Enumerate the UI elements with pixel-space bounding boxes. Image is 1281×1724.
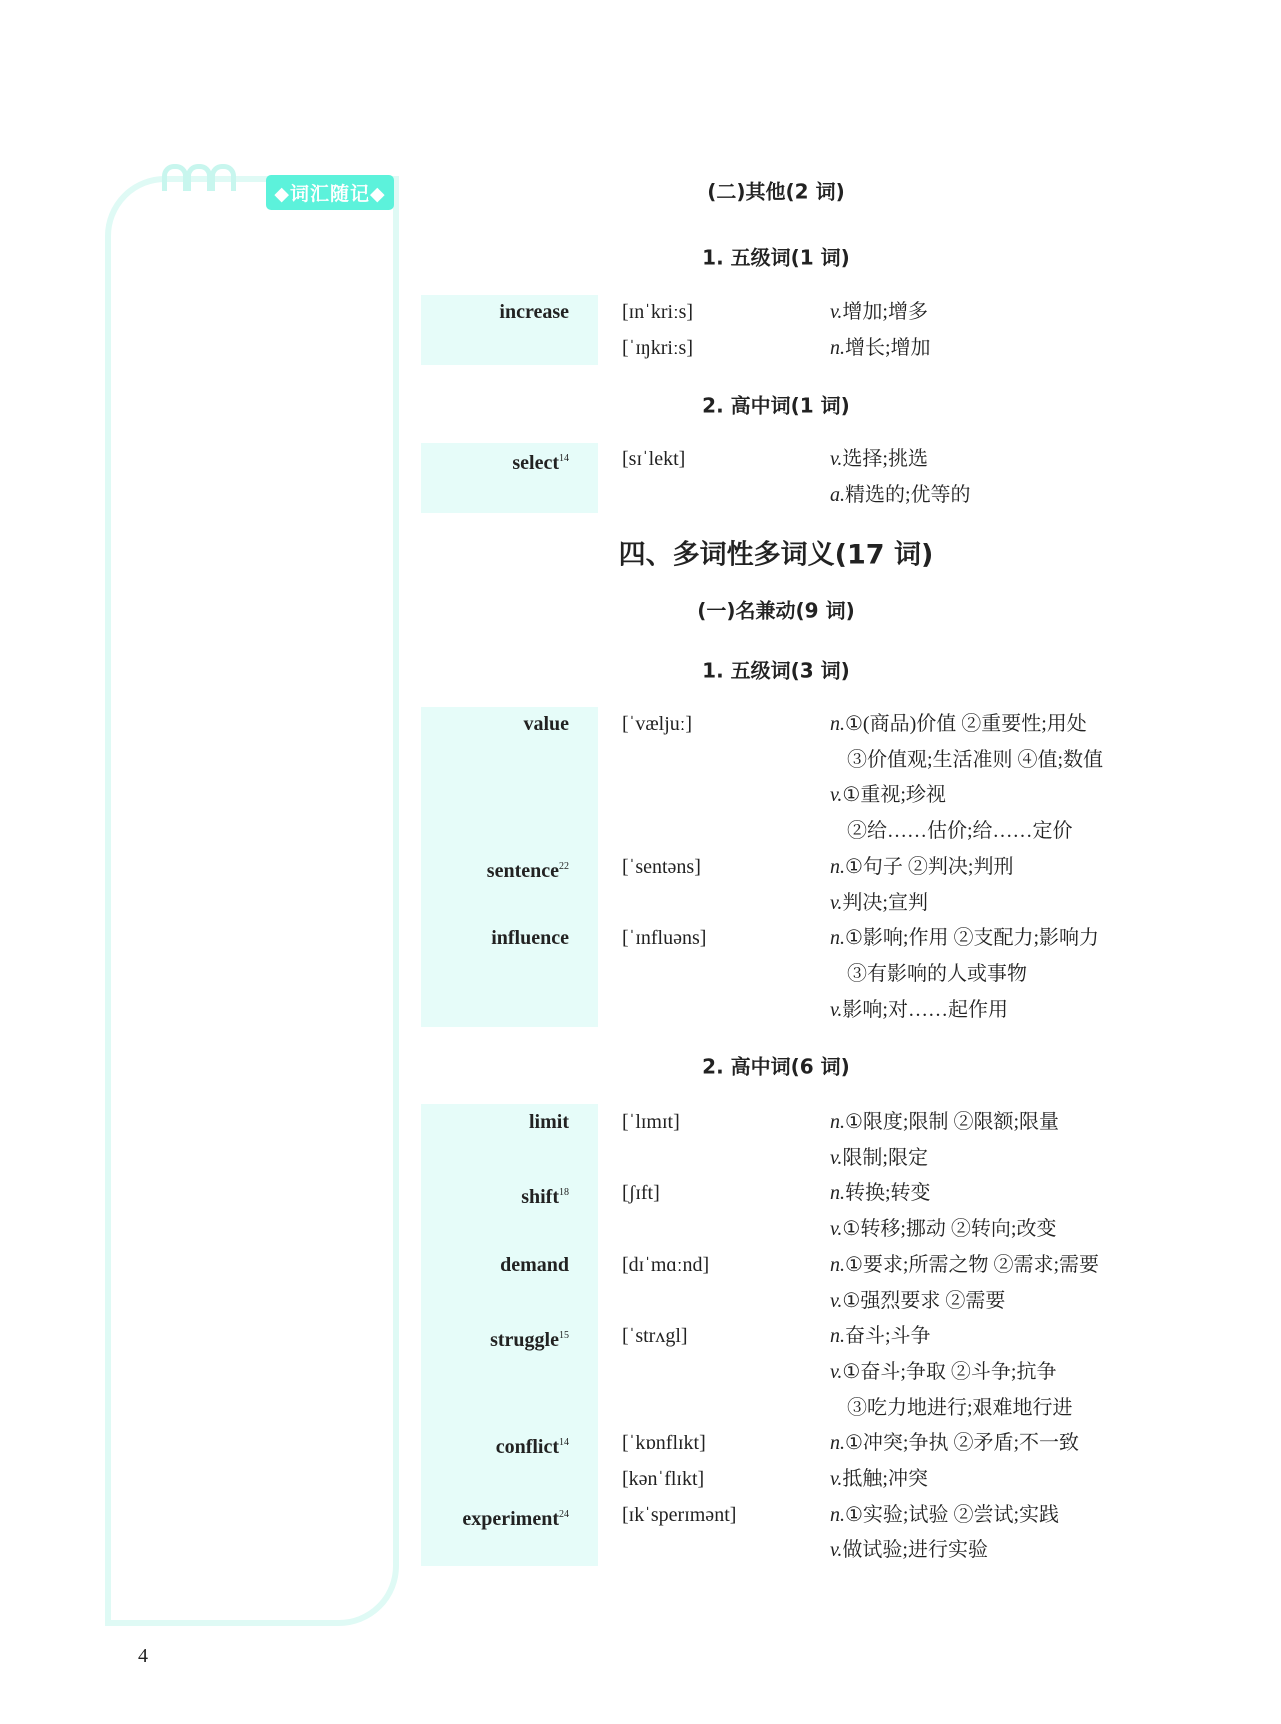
part-of-speech: v. <box>830 301 843 323</box>
definition-text: ①重视;珍视 <box>842 784 946 807</box>
definition <box>830 1211 1056 1247</box>
frequency-superscript: 22 <box>559 860 569 872</box>
part-of-speech: n. <box>830 1432 845 1455</box>
definition <box>830 920 1099 956</box>
headword <box>496 1425 569 1461</box>
headword <box>487 849 569 885</box>
phonetic: [ˈsentəns] <box>622 855 701 878</box>
part-of-speech: v. <box>830 784 843 807</box>
phonetic: [ʃɪft] <box>622 1182 660 1205</box>
phonetic: [ˈɪnfluəns] <box>622 927 707 950</box>
definition <box>830 885 928 921</box>
headword <box>491 920 569 956</box>
definition-text: 做试验;进行实验 <box>842 1539 988 1562</box>
part-of-speech: v. <box>830 1289 843 1312</box>
headword-text: struggle <box>490 1329 559 1352</box>
definition-text: 选择;挑选 <box>842 448 928 470</box>
phonetic: [sɪˈlekt] <box>622 448 686 470</box>
part-of-speech: n. <box>830 1325 845 1348</box>
definition-text: ①(商品)价值 ②重要性;用处 <box>845 713 1087 735</box>
part-of-speech: v. <box>830 448 843 470</box>
part-of-speech: n. <box>830 927 845 950</box>
binder-ring-icon <box>162 164 188 191</box>
notes-frame <box>105 176 399 1626</box>
word-column-bg <box>421 443 598 513</box>
headword-text: experiment <box>462 1507 559 1530</box>
headword <box>523 706 569 742</box>
definition-text: ③吃力地进行;艰难地行进 <box>847 1396 1073 1419</box>
definition <box>830 777 946 813</box>
notes-badge: ◆词汇随记◆ <box>266 175 394 210</box>
definition-text: 判决;宣判 <box>842 891 928 914</box>
definition-text: 抵触;冲突 <box>842 1468 928 1490</box>
binder-ring-icon <box>186 164 212 191</box>
definition-text: 限制;限定 <box>842 1146 928 1169</box>
headword-text: limit <box>529 1111 569 1133</box>
phonetic: [kənˈflɪkt] <box>622 1468 705 1490</box>
heading-other-level5: 1. 五级词(1 词) <box>702 245 850 270</box>
definition-text: 增长;增加 <box>845 336 931 359</box>
definition-text: ①冲突;争执 ②矛盾;不一致 <box>845 1432 1080 1455</box>
part-of-speech: n. <box>830 855 845 878</box>
part-of-speech: n. <box>830 336 845 359</box>
definition-text: ①强烈要求 ②需要 <box>842 1289 1006 1312</box>
definition <box>830 1425 1079 1461</box>
frequency-superscript: 24 <box>559 1508 569 1520</box>
phonetic: [ˈstrʌgl] <box>622 1325 688 1348</box>
heading-other: (二)其他(2 词) <box>707 179 845 204</box>
heading-other-senior: 2. 高中词(1 词) <box>702 393 850 418</box>
headword <box>500 1247 569 1283</box>
headword-text: increase <box>499 301 569 323</box>
part-of-speech: n. <box>830 1182 845 1205</box>
definition-text: 增加;增多 <box>842 301 928 323</box>
definition-text: ①影响;作用 ②支配力;影响力 <box>845 927 1100 950</box>
definition <box>830 477 971 513</box>
part-of-speech: n. <box>830 1503 845 1526</box>
part-of-speech: v. <box>830 891 843 914</box>
definition-text: ①奋斗;争取 ②斗争;抗争 <box>842 1360 1057 1383</box>
definition-text: ③价值观;生活准则 ④值;数值 <box>847 748 1104 771</box>
part-of-speech: v. <box>830 1360 843 1383</box>
definition-text: ③有影响的人或事物 <box>847 962 1027 985</box>
phonetic: [ˈɪŋkriːs] <box>622 336 693 359</box>
phonetic: [ˈkɒnflɪkt] <box>622 1432 706 1455</box>
headword <box>521 1175 569 1211</box>
part-of-speech: v. <box>830 998 843 1021</box>
part-of-speech: n. <box>830 1253 845 1276</box>
definition-text: 精选的;优等的 <box>845 483 971 506</box>
heading-section4: 四、多词性多词义(17 词) <box>618 539 934 571</box>
frequency-superscript: 14 <box>559 453 569 464</box>
definition <box>830 1175 931 1211</box>
headword <box>490 1318 569 1354</box>
definition <box>847 956 1027 992</box>
binder-ring-icon <box>210 164 236 191</box>
definition <box>830 706 1087 742</box>
part-of-speech: a. <box>830 483 845 506</box>
headword <box>462 1497 569 1533</box>
definition <box>830 1532 988 1568</box>
definition <box>830 1497 1059 1533</box>
phonetic: [ˈlɪmɪt] <box>622 1111 680 1133</box>
page-number: 4 <box>138 1645 148 1667</box>
headword-text: conflict <box>495 1436 559 1459</box>
definition <box>847 813 1073 849</box>
definition-text: ①转移;挪动 ②转向;改变 <box>842 1218 1057 1241</box>
part-of-speech: v. <box>830 1539 843 1562</box>
headword <box>529 1104 569 1140</box>
heading-noun-verb: (一)名兼动(9 词) <box>697 598 855 623</box>
definition-text: ①实验;试验 ②尝试;实践 <box>845 1503 1060 1526</box>
frequency-superscript: 18 <box>559 1187 569 1199</box>
definition <box>847 1390 1073 1426</box>
definition <box>830 1104 1059 1140</box>
definition <box>830 1247 1099 1283</box>
phonetic: [ˈvæljuː] <box>622 713 692 735</box>
part-of-speech: n. <box>830 713 845 735</box>
part-of-speech: v. <box>830 1468 843 1490</box>
definition <box>830 992 1008 1028</box>
definition <box>830 1140 928 1176</box>
heading-nv-level5: 1. 五级词(3 词) <box>702 658 850 683</box>
headword-text: value <box>523 713 569 735</box>
definition <box>830 1318 931 1354</box>
headword-text: demand <box>500 1253 569 1276</box>
headword-text: shift <box>521 1186 559 1209</box>
definition-text: 转换;转变 <box>845 1182 931 1205</box>
frequency-superscript: 14 <box>559 1437 569 1449</box>
definition-text: ②给……估价;给……定价 <box>847 820 1073 843</box>
phonetic: [ɪkˈsperɪmənt] <box>622 1503 737 1526</box>
definition-text: 奋斗;斗争 <box>845 1325 931 1348</box>
definition <box>830 1461 928 1497</box>
definition-text: 影响;对……起作用 <box>842 998 1008 1021</box>
part-of-speech: v. <box>830 1146 843 1169</box>
definition-text: ①要求;所需之物 ②需求;需要 <box>845 1253 1100 1276</box>
definition <box>830 441 928 477</box>
definition <box>830 849 1014 885</box>
headword-text: influence <box>491 927 569 950</box>
frequency-superscript: 15 <box>559 1330 569 1342</box>
definition <box>847 742 1103 778</box>
headword <box>512 441 569 477</box>
definition <box>830 294 928 330</box>
phonetic: [ɪnˈkriːs] <box>622 301 694 323</box>
headword-text: sentence <box>486 859 559 882</box>
definition <box>830 1354 1056 1390</box>
part-of-speech: n. <box>830 1111 845 1133</box>
headword-text: select <box>512 452 559 474</box>
definition-text: ①限度;限制 ②限额;限量 <box>845 1111 1060 1133</box>
heading-nv-senior: 2. 高中词(6 词) <box>702 1054 850 1079</box>
definition <box>830 1283 1005 1319</box>
part-of-speech: v. <box>830 1218 843 1241</box>
phonetic: [dɪˈmɑːnd] <box>622 1253 710 1276</box>
definition-text: ①句子 ②判决;判刑 <box>845 855 1014 878</box>
headword <box>499 294 569 330</box>
definition <box>830 330 931 366</box>
